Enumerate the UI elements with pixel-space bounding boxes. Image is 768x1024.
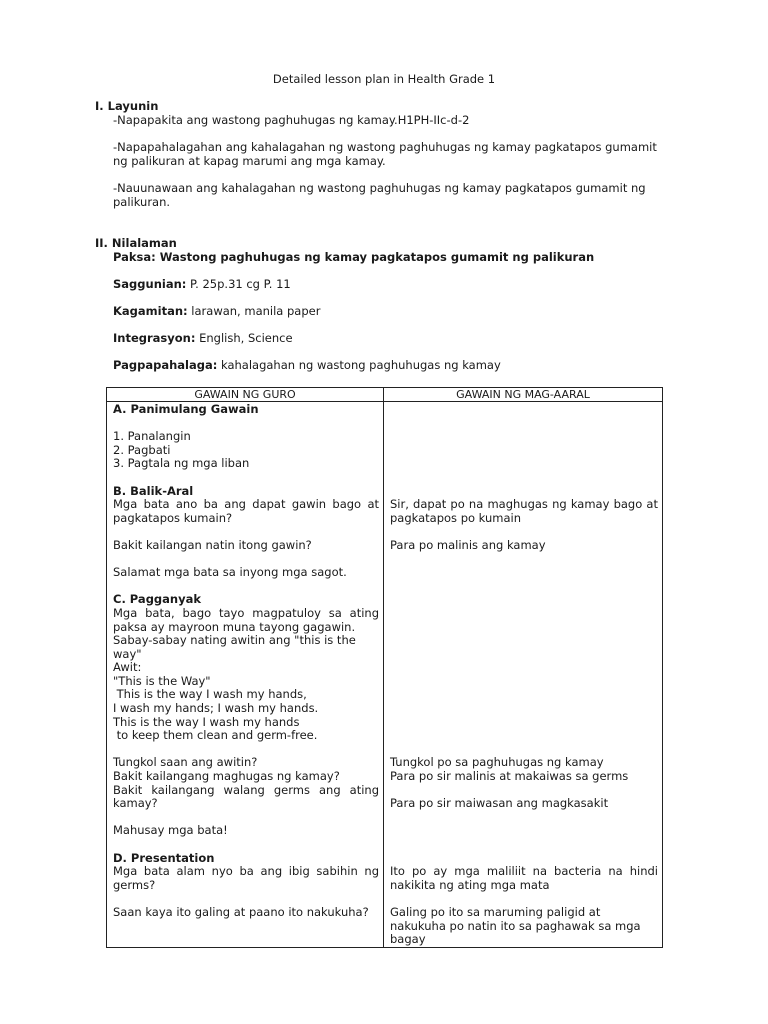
integrasyon-line xyxy=(113,332,673,346)
presentation-question-1: Mga bata alam nyo ba ang ibig sabihin ng germs? xyxy=(113,864,379,892)
header-gawain-ng-mag-aaral: GAWAIN NG MAG-AARAL xyxy=(384,388,663,402)
document-title: Detailed lesson plan in Health Grade 1 xyxy=(272,72,496,86)
table-header-row xyxy=(107,388,663,402)
panimulang-item-2: 2. Pagbati xyxy=(113,442,171,457)
integrasyon-value: English, Science xyxy=(195,331,293,345)
kagamitan-label: Kagamitan: xyxy=(113,304,188,318)
activity-table xyxy=(106,387,663,948)
pagganyak-heading: C. Pagganyak xyxy=(113,592,202,607)
balik-aral-heading: B. Balik-Aral xyxy=(113,483,194,498)
saggunian-label: Saggunian: xyxy=(113,277,187,291)
panimulang-item-1: 1. Panalangin xyxy=(113,429,191,444)
song-lyric-3: This is the way I wash my hands xyxy=(113,714,300,729)
student-column xyxy=(384,402,663,948)
teacher-column xyxy=(107,402,384,948)
pagganyak-answer-2: Para po sir malinis at makaiwas sa germs xyxy=(390,769,629,784)
pagganyak-question-1: Tungkol saan ang awitin? xyxy=(113,755,258,770)
balik-aral-answer-2: Para po malinis ang kamay xyxy=(390,537,546,552)
pagganyak-intro: Mga bata, bago tayo magpatuloy sa ating paksa ay mayroon muna tayong gagawin. xyxy=(113,605,379,634)
pagganyak-question-3: Bakit kailangang walang germs ang ating kamay? xyxy=(113,782,379,811)
presentation-answer-1: Ito po ay mga maliliit na bacteria na hindi nakikita ng ating mga mata xyxy=(390,864,658,892)
saggunian-line xyxy=(113,278,673,292)
pagganyak-praise: Mahusay mga bata! xyxy=(113,823,228,838)
layunin-item-3: -Nauunawaan ang kahalagahan ng wastong paghuhugas ng kamay pagkatapos gumamit ng palikuran. xyxy=(113,181,646,209)
table-body-row xyxy=(107,402,663,948)
kagamitan-line xyxy=(113,305,673,319)
section-nilalaman-heading: II. Nilalaman xyxy=(95,236,177,250)
panimulang-item-3: 3. Pagtala ng mga liban xyxy=(113,456,250,471)
layunin-item-2: -Napapahalagahan ang kahalagahan ng wastong paghuhugas ng kamay pagkatapos gumamit ng palikuran at kapag marumi ang mga kamay. xyxy=(113,140,657,168)
kagamitan-value: larawan, manila paper xyxy=(187,304,321,318)
song-lyric-1: This is the way I wash my hands, xyxy=(113,687,307,702)
pagganyak-question-2: Bakit kailangang maghugas ng kamay? xyxy=(113,769,340,784)
presentation-question-2: Saan kaya ito galing at paano ito nakukuha? xyxy=(113,904,369,919)
integrasyon-label: Integrasyon: xyxy=(113,331,196,345)
layunin-item-1: -Napapakita ang wastong paghuhugas ng kamay.H1PH-IIc-d-2 xyxy=(113,113,470,127)
pagpapahalaga-line xyxy=(113,359,673,373)
presentation-heading: D. Presentation xyxy=(113,850,215,865)
pagganyak-answer-1: Tungkol po sa paghuhugas ng kamay xyxy=(390,755,604,770)
pagpapahalaga-value: kahalagahan ng wastong paghuhugas ng kamay xyxy=(217,358,501,372)
song-lyric-2: I wash my hands; I wash my hands. xyxy=(113,701,319,716)
song-lyric-4: to keep them clean and germ-free. xyxy=(113,728,318,743)
balik-aral-answer-1: Sir, dapat po na maghugas ng kamay bago at pagkatapos po kumain xyxy=(390,497,658,525)
pagganyak-awit-label: Awit: xyxy=(113,660,142,675)
panimulang-gawain-heading: A. Panimulang Gawain xyxy=(113,402,259,416)
song-title: "This is the Way" xyxy=(113,673,211,688)
section-layunin-heading: I. Layunin xyxy=(95,99,159,113)
pagpapahalaga-label: Pagpapahalaga: xyxy=(113,358,218,372)
paksa-line: Paksa: Wastong paghuhugas ng kamay pagkatapos gumamit ng palikuran xyxy=(113,250,595,264)
presentation-answer-2: Galing po ito sa maruming paligid at nakukuha po natin ito sa paghawak sa mga bagay xyxy=(390,904,641,947)
pagganyak-answer-3: Para po sir maiwasan ang magkasakit xyxy=(390,796,609,811)
balik-aral-thanks: Salamat mga bata sa inyong mga sagot. xyxy=(113,565,347,580)
saggunian-value: P. 25p.31 cg P. 11 xyxy=(186,277,291,291)
header-gawain-ng-guro: GAWAIN NG GURO xyxy=(107,388,384,402)
pagganyak-sing-instruction: Sabay-sabay nating awitin ang "this is the way" xyxy=(113,633,356,661)
balik-aral-question-1: Mga bata ano ba ang dapat gawin bago at pagkatapos kumain? xyxy=(113,497,379,525)
balik-aral-question-2: Bakit kailangan natin itong gawin? xyxy=(113,537,312,552)
